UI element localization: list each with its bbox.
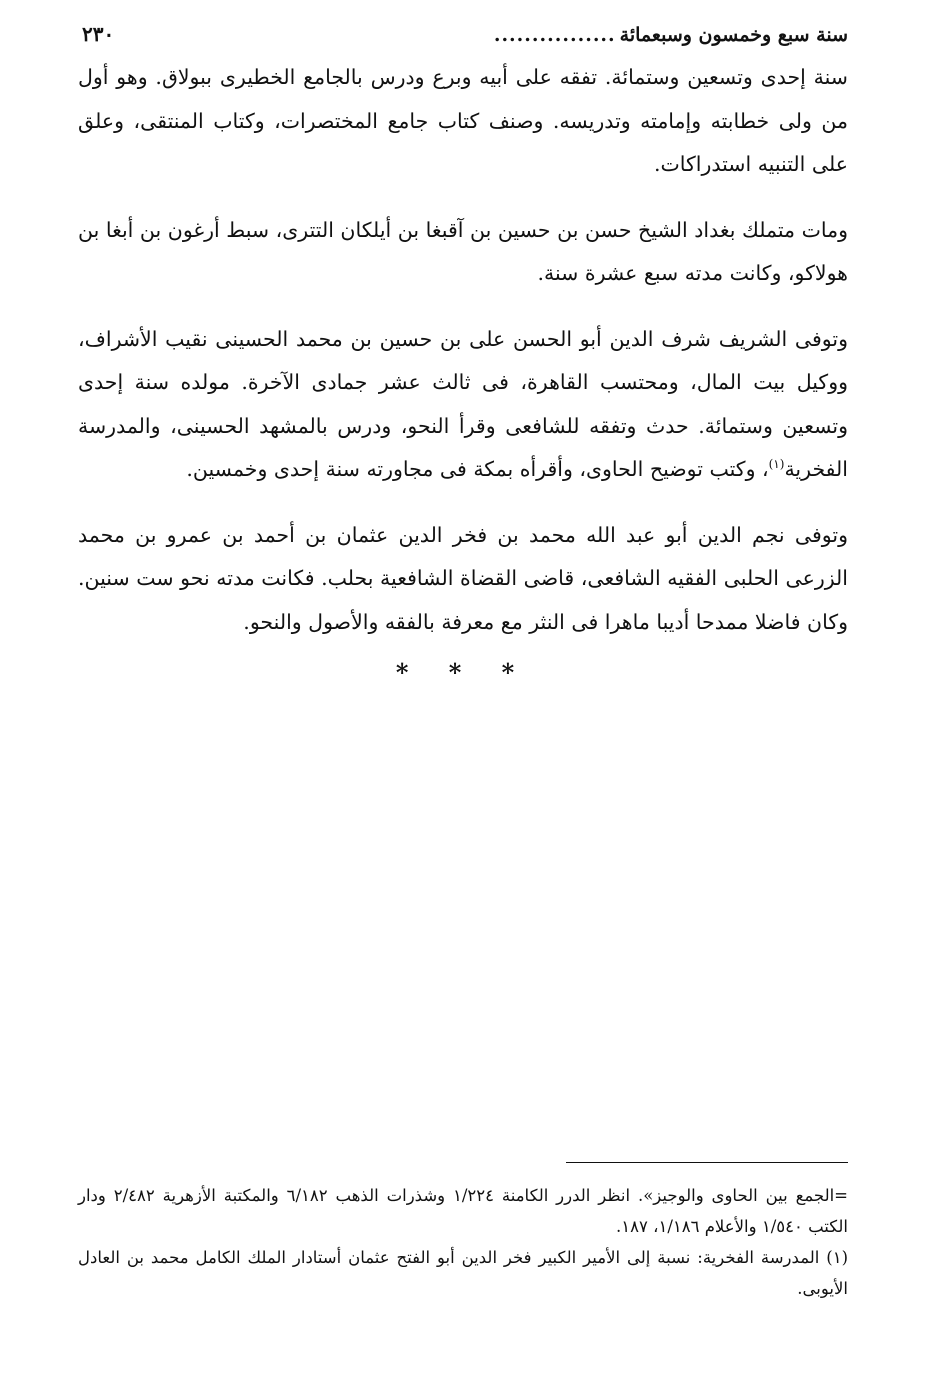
- paragraph-1: سنة إحدى وتسعين وستمائة. تفقه على أبيه وبرع ودرس بالجامع الخطيرى ببولاق. وهو أول من ولى خطابته وإمامته وتدريسه. وصنف كتاب جامع المختصرات، وكتاب المنتقى، وعلق على التنبيه استدراكات.: [78, 65, 848, 176]
- page-number: ٢٣٠: [82, 22, 115, 46]
- section-separator-stars: * * *: [395, 658, 531, 687]
- paragraph-4: وتوفى نجم الدين أبو عبد الله محمد بن فخر الدين عثمان بن أحمد بن عمرو بن محمد الزرعى الحلبى الفقيه الشافعى، قاضى القضاة الشافعية بحلب. فكانت مدته نحو ست سنين. وكان فاضلا ممدحا أديبا ماهرا فى النثر مع معرفة بالفقه والأصول والنحو.: [78, 522, 848, 634]
- body-text: [78, 56, 848, 687]
- running-title: سنة سبع وخمسون وسبعمائة: [619, 24, 848, 46]
- footnote-continuation: =الجمع بين الحاوى والوجيز». انظر الدرر الكامنة ١/٢٢٤ وشذرات الذهب ٦/١٨٢ والمكتبة الأزهرية ٢/٤٨٢ ودار الكتب ١/٥٤٠ والأعلام ١/١٨٦، ١٨٧.: [78, 1186, 849, 1236]
- paragraph-3-text-before-note: وتوفى الشريف شرف الدين أبو الحسن على بن حسين بن محمد الحسينى نقيب الأشراف، ووكيل بيت المال، ومحتسب القاهرة، فى ثالث عشر جمادى الآخرة. مولده سنة إحدى وتسعين وستمائة. حدث وتفقه للشافعى وقرأ النحو، ودرس بالمشهد الحسينى، والمدرسة الفخرية: [78, 326, 848, 481]
- title-leader-dots: ................: [493, 24, 616, 46]
- footnote-1: (١) المدرسة الفخرية: نسبة إلى الأمير الكبير فخر الدين أبو الفتح عثمان أستادار الملك الكامل محمد بن العادل الأيوبى.: [78, 1248, 848, 1298]
- running-head: [78, 22, 848, 56]
- book-page: [78, 22, 849, 1298]
- footnotes: [78, 1180, 848, 1304]
- footnote-divider: [566, 1162, 848, 1163]
- running-title-wrap: [494, 24, 848, 46]
- footnote-reference-1[interactable]: (١): [768, 457, 785, 472]
- paragraph-2: ومات متملك بغداد الشيخ حسن بن حسين بن آقبغا بن أيلكان التترى، سبط أرغون بن أبغا بن هولاكو، وكانت مدته سبع عشرة سنة.: [78, 217, 848, 285]
- paragraph-3-text-after-note: ، وكتب توضيح الحاوى، وأقرأه بمكة فى مجاورته سنة إحدى وخمسين.: [186, 457, 769, 481]
- paragraph-3: [78, 318, 848, 492]
